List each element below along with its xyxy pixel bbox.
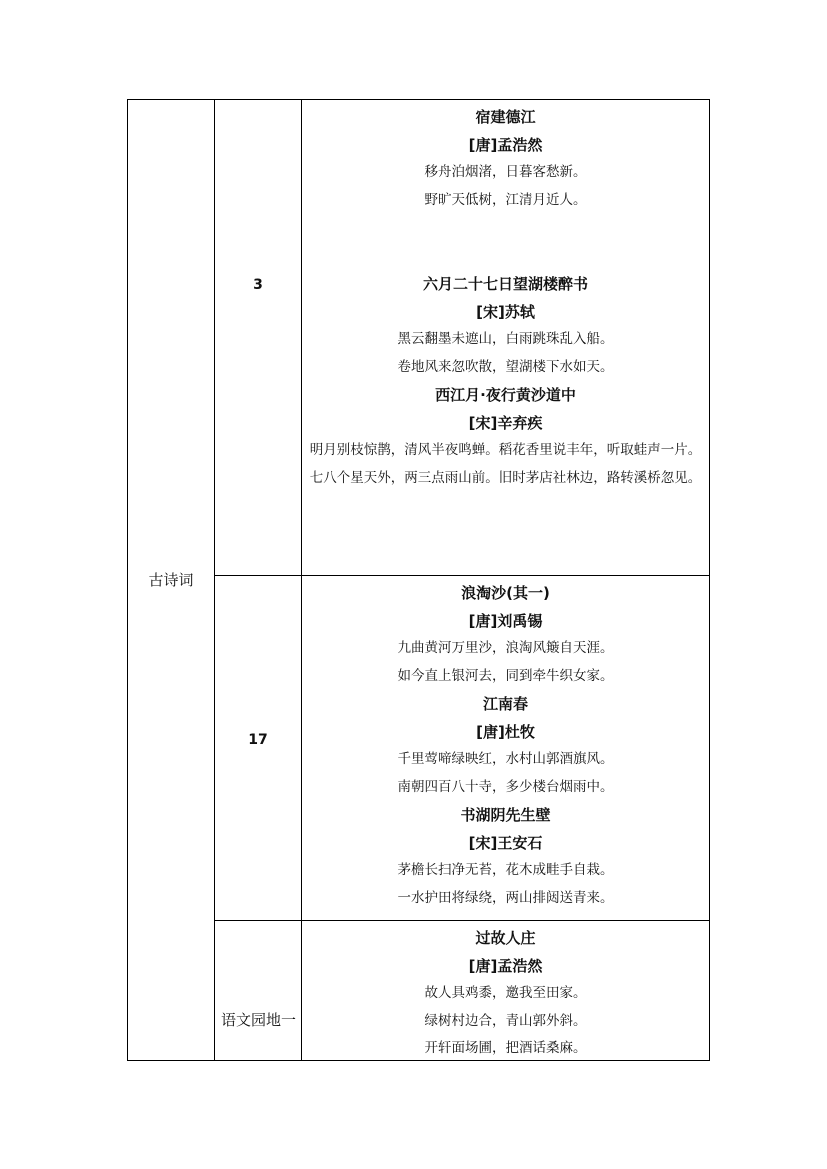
poem-line: 千里莺啼绿映红，水村山郭酒旗风。 (397, 751, 614, 767)
poem-title: 过故人庄 (475, 929, 536, 947)
poem-author: [唐]刘禹锡 (468, 612, 543, 630)
row-divider-2 (214, 920, 710, 921)
poem-author: [宋]辛弃疾 (468, 414, 543, 432)
poem-line: 一水护田将绿绕，两山排闼送青来。 (397, 889, 614, 906)
row-divider-1 (214, 575, 710, 576)
poem-author: [唐]杜牧 (476, 723, 535, 741)
poem-line: 绿树村边合，青山郭外斜。 (424, 1012, 587, 1029)
poem-title: 西江月·夜行黄沙道中 (435, 386, 576, 404)
poem-author: [宋]苏轼 (476, 303, 535, 321)
row-label-3: 语文园地一 (221, 1011, 297, 1029)
row-content-3 (302, 924, 709, 1063)
poem-line: 故人具鸡黍，邀我至田家。 (424, 985, 587, 1001)
poem-title: 宿建德江 (475, 108, 536, 126)
poem-title: 江南春 (482, 695, 528, 713)
poem-line: 九曲黄河万里沙，浪淘风簸自天涯。 (397, 640, 614, 656)
poem-author: [唐]孟浩然 (468, 136, 543, 154)
poem-line: 如今直上银河去，同到牵牛织女家。 (397, 667, 614, 684)
poem-line: 卷地风来忽吹散，望湖楼下水如天。 (397, 358, 614, 375)
column-divider-1 (214, 99, 215, 1061)
poem-line: 开轩面场圃，把酒话桑麻。 (424, 1040, 587, 1056)
row-content-2 (302, 579, 709, 912)
spacer (302, 214, 709, 270)
poem-line: 南朝四百八十寺，多少楼台烟雨中。 (397, 778, 614, 795)
row-content-1 (302, 103, 709, 492)
category-label: 古诗词 (148, 571, 194, 589)
poem-author: [唐]孟浩然 (468, 957, 543, 975)
poem-title: 书湖阴先生壁 (460, 806, 551, 824)
poem-author: [宋]王安石 (468, 834, 543, 852)
poem-title: 浪淘沙(其一) (461, 584, 550, 602)
row-label-1: 3 (253, 277, 263, 293)
poem-line: 黑云翻墨未遮山，白雨跳珠乱入船。 (397, 331, 614, 347)
table-border-right (709, 99, 710, 1061)
poem-line: 七八个星天外，两三点雨山前。旧时茅店社林边，路转溪桥忽见。 (309, 469, 702, 486)
poem-line: 移舟泊烟渚，日暮客愁新。 (424, 164, 587, 180)
poem-line: 野旷天低树，江清月近人。 (424, 191, 587, 208)
row-label-2: 17 (248, 732, 268, 748)
poem-line: 茅檐长扫净无苔，花木成畦手自栽。 (397, 862, 614, 878)
poem-title: 六月二十七日望湖楼醉书 (422, 275, 588, 293)
poem-line: 明月别枝惊鹊，清风半夜鸣蝉。稻花香里说丰年，听取蛙声一片。 (309, 442, 702, 458)
